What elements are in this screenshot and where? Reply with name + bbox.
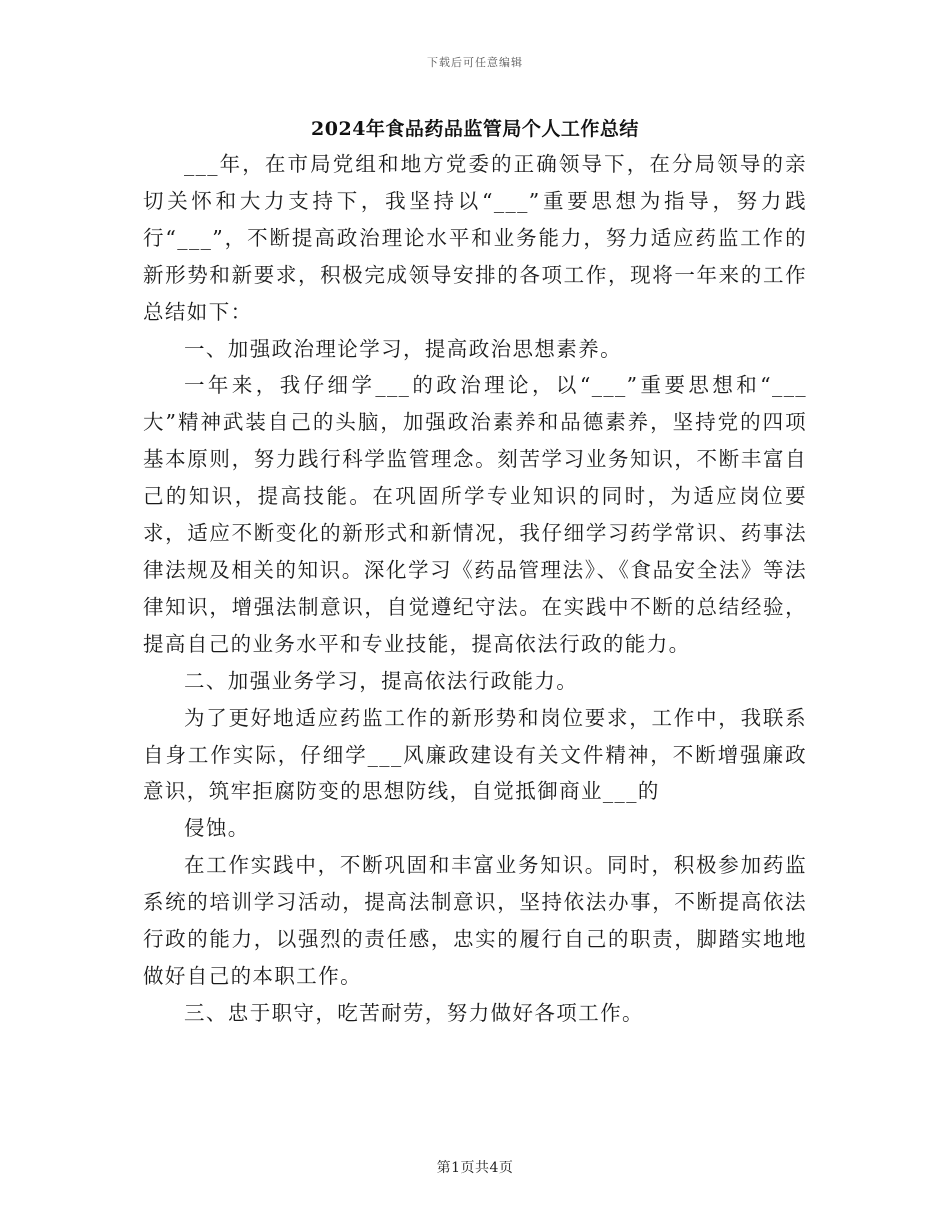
document-title: 2024年食品药品监管局个人工作总结 [311,118,639,140]
paragraph-political-study: 一年来，我仔细学___的政治理论，以“___”重要思想和“___大”精神武装自己的头脑，加强政治素养和品德素养，坚持党的四项基本原则，努力践行科学监管理念。刻苦学习业务知识，不断丰富自己的知识，提高技能。在巩固所学专业知识的同时，为适应岗位要求，适应不断变化的新形式和新情况，我仔细学习药学常识、药事法律法规及相关的知识。深化学习《药品管理法》、《食品安全法》等法律知识，增强法制意识，自觉遵纪守法。在实践中不断的总结经验，提高自己的业务水平和专业技能，提高依法行政的能力。 [143,373,807,656]
page-number: 第1页共4页 [436,1160,514,1176]
section-heading-1: 一、加强政治理论学习，提高政治思想素养。 [184,336,622,361]
paragraph-business-study: 为了更好地适应药监工作的新形势和岗位要求，工作中，我联系自身工作实际，仔细学___风廉政建设有关文件精神，不断增强廉政意识，筑牢拒腐防变的思想防线，自觉抵御商业___的 [143,705,807,804]
paragraph-intro: ___年，在市局党组和地方党委的正确领导下，在分局领导的亲切关怀和大力支持下，我坚持以“___”重要思想为指导，努力践行“___”，不断提高政治理论水平和业务能力，努力适应药监工作的新形势和新要求，积极完成领导安排的各项工作，现将一年来的工作总结如下： [143,152,807,324]
download-note: 下载后可任意编辑 [427,56,523,69]
section-heading-2: 二、加强业务学习，提高依法行政能力。 [184,668,579,693]
paragraph-practice: 在工作实践中，不断巩固和丰富业务知识。同时，积极参加药监系统的培训学习活动，提高法制意识，坚持依法办事，不断提高依法行政的能力，以强烈的责任感，忠实的履行自己的职责，脚踏实地地做好自己的本职工作。 [143,853,807,988]
section-heading-3: 三、忠于职守，吃苦耐劳，努力做好各项工作。 [184,1000,644,1025]
document-body [143,146,807,1032]
paragraph-erosion: 侵蚀。 [184,816,250,841]
